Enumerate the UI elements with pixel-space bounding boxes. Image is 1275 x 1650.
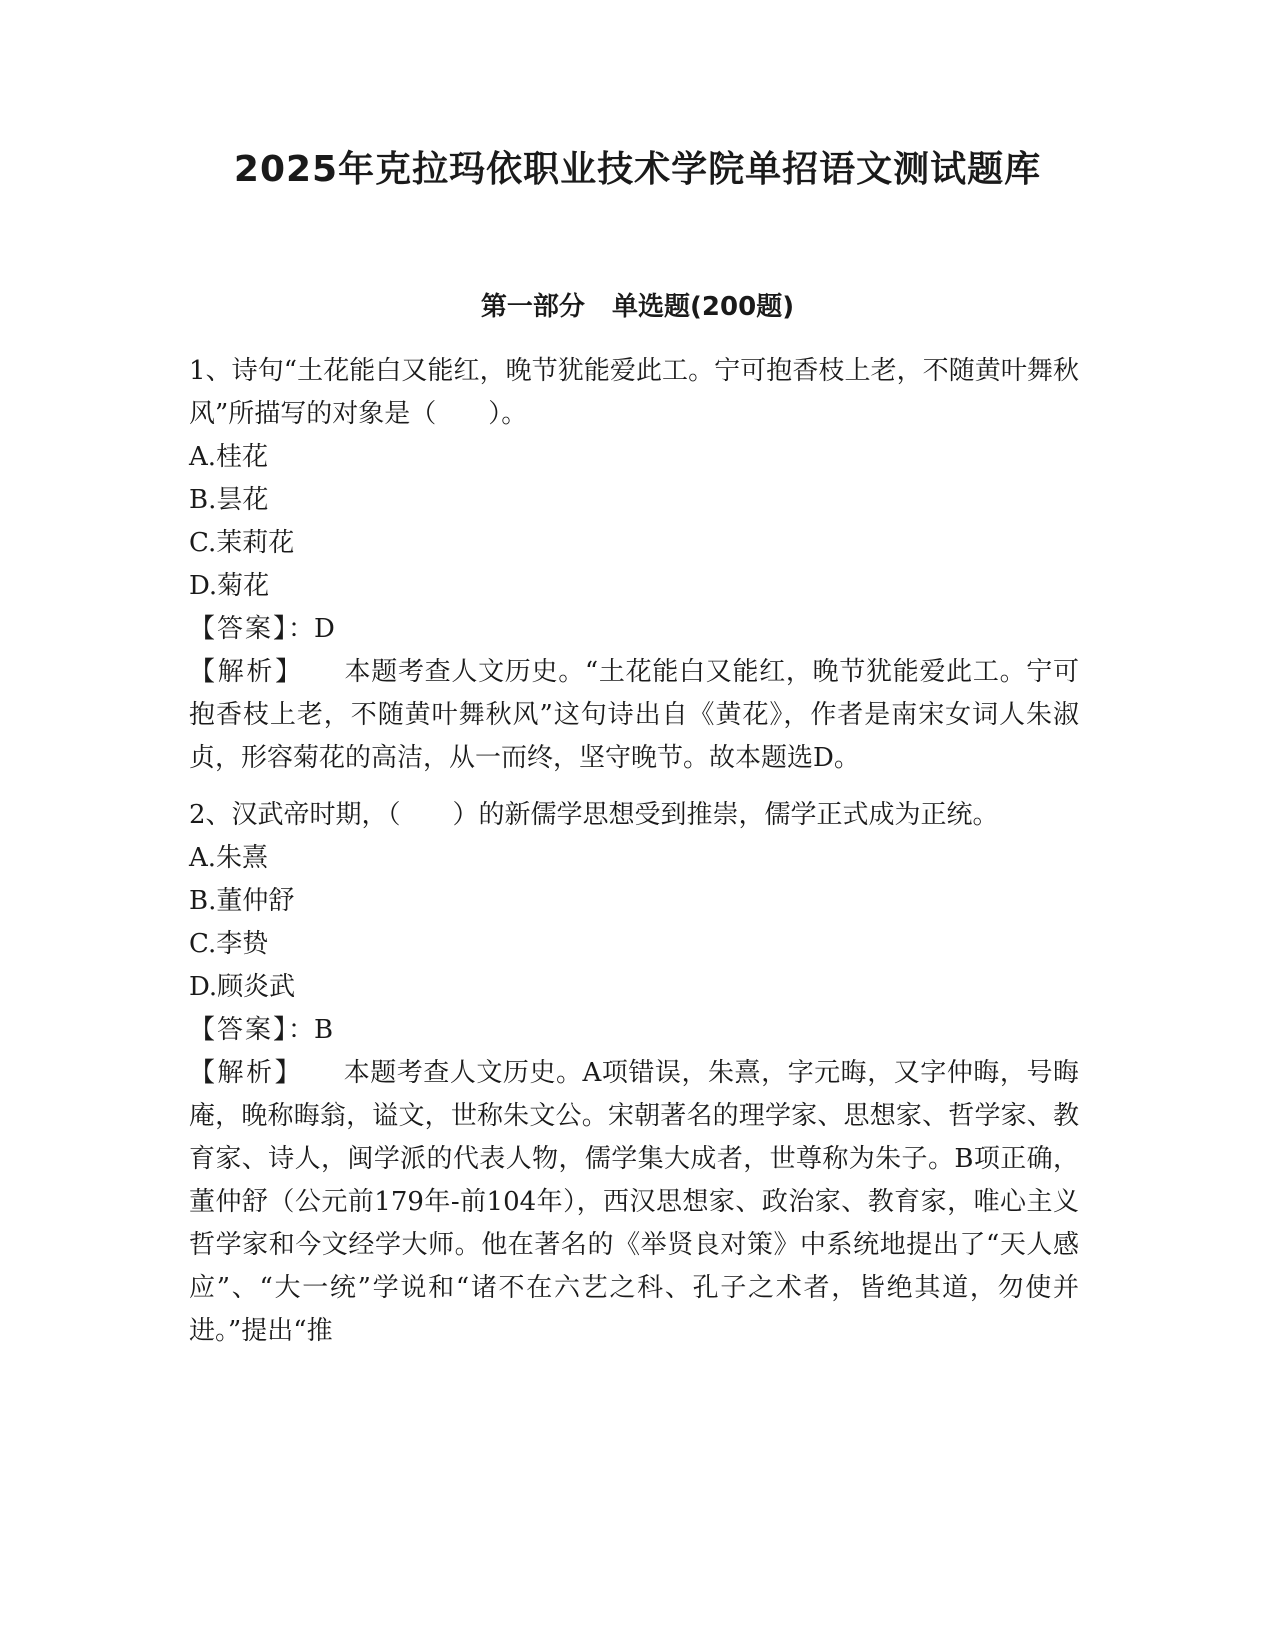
answer-line: [189, 1009, 1079, 1052]
answer-label: 【答案】: [189, 614, 289, 644]
explanation-text: 本题考查人文历史。“土花能白又能红，晚节犹能爱此工。宁可抱香枝上老，不随黄叶舞秋风”这句诗出自《黄花》，作者是南宋女词人朱淑贞，形容菊花的高洁，从一而终，坚守晚节。故本题选D。: [189, 657, 1079, 773]
section-heading: 第一部分 单选题(200题): [480, 292, 795, 322]
explanation-text: 本题考查人文历史。A项错误，朱熹，字元晦，又字仲晦，号晦庵，晚称晦翁，谥文，世称朱文公。宋朝著名的理学家、思想家、哲学家、教育家、诗人，闽学派的代表人物，儒学集大成者，世尊称为朱子。B项正确，董仲舒（公元前179年-前104年），西汉思想家、政治家、教育家，唯心主义哲学家和今文经学大师。他在著名的《举贤良对策》中系统地提出了“天人感应”、“大一统”学说和“诸不在六艺之科、孔子之术者，皆绝其道，勿使并进。”提出“推: [189, 1058, 1079, 1346]
option-b: B.昙花: [189, 485, 269, 515]
explanation-label: 【解析】: [189, 1058, 304, 1088]
option-a: A.桂花: [189, 442, 269, 472]
answer-separator: ：: [288, 614, 315, 644]
answer-value: D: [314, 614, 335, 644]
option-a: A.朱熹: [189, 843, 269, 873]
question-1: [189, 350, 1079, 780]
answer-separator: ：: [288, 1015, 315, 1045]
explanation: [189, 651, 1079, 780]
answer-line: [189, 608, 1079, 651]
explanation-label: 【解析】: [189, 657, 304, 687]
answer-label: 【答案】: [189, 1015, 289, 1045]
question-list: [189, 350, 1079, 1367]
option-b: B.董仲舒: [189, 886, 295, 916]
option-d: D.顾炎武: [189, 972, 296, 1002]
explanation: [189, 1052, 1079, 1353]
document-title: 2025年克拉玛依职业技术学院单招语文测试题库: [233, 149, 1042, 190]
option-c: C.李贽: [189, 929, 269, 959]
question-stem: 1、诗句“土花能白又能红，晚节犹能爱此工。宁可抱香枝上老，不随黄叶舞秋风”所描写的对象是（ ）。: [189, 356, 1079, 429]
option-d: D.菊花: [189, 571, 270, 601]
question-2: [189, 794, 1079, 1353]
option-c: C.茉莉花: [189, 528, 295, 558]
answer-value: B: [314, 1015, 334, 1045]
question-stem: 2、汉武帝时期，（ ）的新儒学思想受到推崇，儒学正式成为正统。: [189, 800, 999, 830]
